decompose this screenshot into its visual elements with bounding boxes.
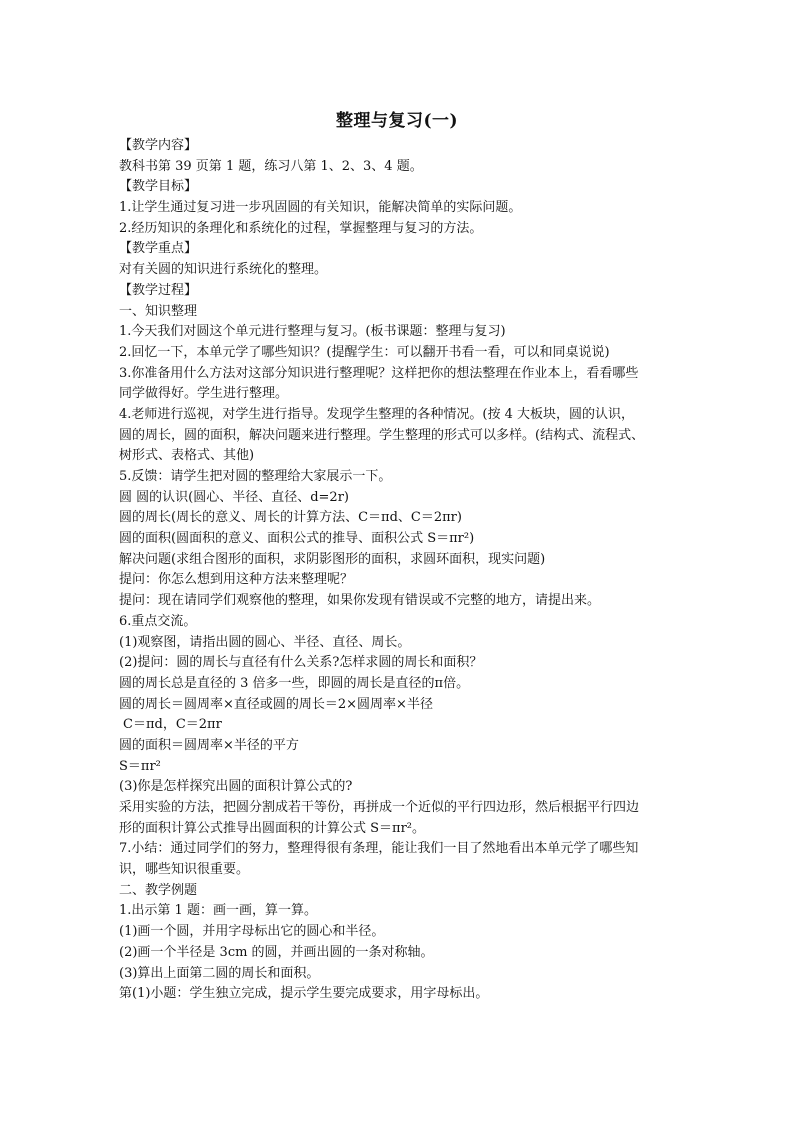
text-line: 圆的周长，圆的面积，解决问题来进行整理。学生整理的形式可以多样。(结构式、流程式、 (119, 427, 645, 443)
text-line: 1.今天我们对圆这个单元进行整理与复习。(板书课题：整理与复习) (119, 324, 506, 340)
heading-teaching-process: 【教学过程】 (119, 282, 198, 298)
text-line: 1.让学生通过复习进一步巩固圆的有关知识，能解决简单的实际问题。 (119, 200, 522, 216)
text-line: 圆的面积＝圆周率×半径的平方 (119, 737, 299, 753)
text-line: 对有关圆的知识进行系统化的整理。 (119, 262, 328, 278)
formula-line: S＝πr² (119, 758, 161, 774)
heading-teaching-focus: 【教学重点】 (119, 241, 198, 257)
text-line: 解决问题(求组合图形的面积，求阴影图形的面积，求圆环面积，现实问题) (119, 551, 546, 567)
text-line: (2)提问：圆的周长与直径有什么关系?怎样求圆的周长和面积？ (119, 655, 483, 671)
text-line: 圆的面积(圆面积的意义、面积公式的推导、面积公式 S＝πr²) (119, 531, 475, 547)
text-line: 2.回忆一下，本单元学了哪些知识？(提醒学生：可以翻开书看一看，可以和同桌说说) (119, 344, 610, 360)
text-line: 树形式、表格式、其他) (119, 448, 255, 464)
text-line: 圆的周长总是直径的 3 倍多一些，即圆的周长是直径的π倍。 (119, 675, 470, 691)
text-line: (2)画一个半径是 3cm 的圆，并画出圆的一条对称轴。 (119, 944, 434, 960)
text-line: 5.反馈：请学生把对圆的整理给大家展示一下。 (119, 469, 392, 484)
text-line: (3)算出上面第二圆的周长和面积。 (119, 965, 320, 981)
text-line: 圆 圆的认识(圆心、半径、直径、d=2r) (119, 489, 349, 505)
text-line: (1)画一个圆，并用字母标出它的圆心和半径。 (119, 924, 385, 940)
section-heading: 一、知识整理 (119, 303, 198, 319)
text-line: (3)你是怎样探究出圆的面积计算公式的? (119, 779, 353, 795)
document-body (119, 136, 689, 1005)
text-line: 圆的周长(周长的意义、周长的计算方法、C＝πd、C＝2πr) (119, 510, 462, 526)
heading-teaching-goals: 【教学目标】 (119, 179, 198, 195)
text-line: 提问：你怎么想到用这种方法来整理呢？ (119, 572, 354, 588)
text-line: (1)观察图，请指出圆的圆心、半径、直径、周长。 (119, 634, 411, 650)
text-line: 第(1)小题：学生独立完成，提示学生要完成要求，用字母标出。 (119, 986, 489, 1002)
text-line: 6.重点交流。 (119, 613, 197, 629)
text-line: 识，哪些知识很重要。 (119, 862, 250, 878)
text-line: 7.小结：通过同学们的努力，整理得很有条理，能让我们一目了然地看出本单元学了哪些知 (119, 841, 639, 857)
text-line: 4.老师进行巡视，对学生进行指导。发现学生整理的各种情况。(按 4 大板块，圆的认识， (119, 406, 635, 422)
text-line: 同学做得好。学生进行整理。 (119, 386, 289, 402)
text-line: 提问：现在请同学们观察他的整理，如果你发现有错误或不完整的地方，请提出来。 (119, 593, 601, 609)
document-title: 整理与复习(一) (335, 111, 459, 131)
text-line: 教科书第 39 页第 1 题，练习八第 1、2、3、4 题。 (119, 158, 423, 174)
section-heading: 二、教学例题 (119, 882, 198, 898)
text-line: 3.你准备用什么方法对这部分知识进行整理呢？这样把你的想法整理在作业本上，看看哪些 (119, 365, 639, 381)
heading-teaching-content: 【教学内容】 (119, 138, 198, 153)
text-line: 形的面积计算公式推导出圆面积的计算公式 S＝πr²。 (119, 820, 426, 836)
text-line: 圆的周长＝圆周率×直径或圆的周长＝2×圆周率×半径 (119, 696, 433, 712)
text-line: 2.经历知识的条理化和系统化的过程，掌握整理与复习的方法。 (119, 220, 483, 236)
text-line: 1.出示第 1 题：画一画，算一算。 (119, 903, 317, 919)
text-line: 采用实验的方法，把圆分割成若干等份，再拼成一个近似的平行四边形，然后根据平行四边 (119, 800, 640, 815)
formula-line: C＝πd，C＝2πr (123, 717, 222, 733)
